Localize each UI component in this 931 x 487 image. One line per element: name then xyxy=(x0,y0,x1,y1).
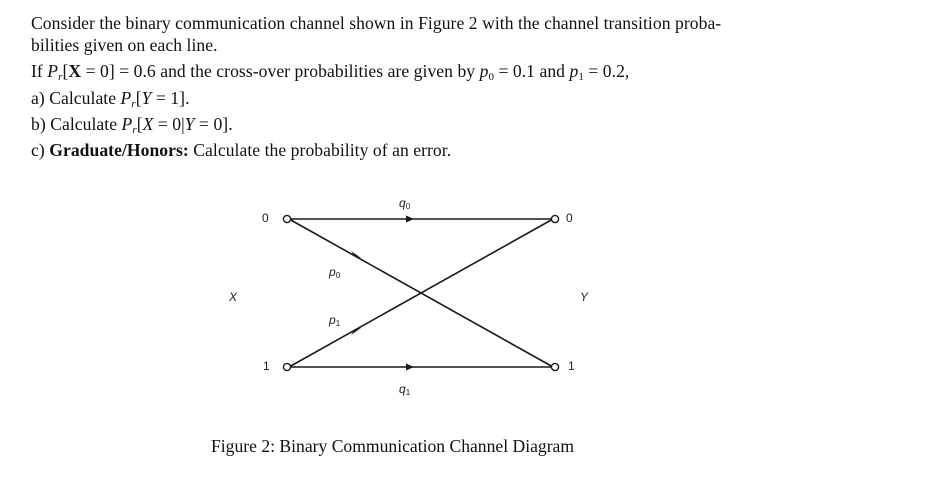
p0-sub: 0 xyxy=(488,71,495,83)
var-x-bold: X xyxy=(68,61,82,81)
equals-value: = 0.6 xyxy=(114,61,156,81)
expr-open: [ xyxy=(136,114,143,134)
p0-symbol: p xyxy=(479,61,489,81)
given-prefix: If xyxy=(31,61,48,81)
output-y-label: Y xyxy=(580,290,589,304)
input-node-0 xyxy=(283,215,290,222)
expr-rest: = 0]. xyxy=(194,114,233,134)
output-node-1-label: 1 xyxy=(568,359,575,373)
pr-symbol: P xyxy=(47,61,59,81)
part-a-label: a) Calculate xyxy=(31,88,121,108)
part-c-label: c) xyxy=(31,140,50,160)
edge-p0-label: p0 xyxy=(329,265,341,280)
edge-q0-label: q0 xyxy=(399,196,411,211)
input-node-0-label: 0 xyxy=(262,211,269,225)
expr-open: [ xyxy=(135,88,142,108)
expr-var-x: X xyxy=(142,114,154,134)
intro-line-2: bilities given on each line. xyxy=(31,35,218,55)
input-x-label: X xyxy=(229,290,238,304)
pr-symbol: P xyxy=(120,88,132,108)
arrow-q0-icon xyxy=(406,216,414,223)
mid-text: and the cross-over probabilities are given by xyxy=(155,61,480,81)
output-node-0 xyxy=(551,215,558,222)
pr-sub: r xyxy=(132,124,137,136)
part-c-text: Calculate the probability of an error. xyxy=(188,140,452,160)
eq-zero: = 0] xyxy=(81,61,115,81)
expr-mid: = 0| xyxy=(153,114,185,134)
expr-rest: = 1]. xyxy=(151,88,190,108)
edge-p1-label: p1 xyxy=(329,313,341,328)
pr-sub: r xyxy=(58,71,63,83)
figure-caption: Figure 2: Binary Communication Channel Diagram xyxy=(211,436,575,456)
input-node-1-label: 1 xyxy=(263,359,270,373)
bracket-open: [ xyxy=(62,61,69,81)
part-b-label: b) Calculate xyxy=(31,114,122,134)
intro-line-1: Consider the binary communication channel shown in Figure 2 with the channel transition proba- xyxy=(31,13,722,33)
expr-var-y: Y xyxy=(184,114,195,134)
output-node-0-label: 0 xyxy=(566,211,573,225)
edge-q1-label: q1 xyxy=(399,382,411,397)
pr-sub: r xyxy=(131,98,136,110)
part-c-bold: Graduate/Honors: xyxy=(49,140,189,160)
arrow-q1-icon xyxy=(406,364,414,371)
input-node-1 xyxy=(283,363,290,370)
pr-symbol: P xyxy=(121,114,133,134)
and-text: and xyxy=(535,61,570,81)
p1-sub: 1 xyxy=(578,71,584,83)
p0-value: = 0.1 xyxy=(494,61,536,81)
output-node-1 xyxy=(551,363,558,370)
p1-value: = 0.2, xyxy=(583,61,630,81)
expr-var-y: Y xyxy=(141,88,152,108)
p1-symbol: p xyxy=(569,61,579,81)
